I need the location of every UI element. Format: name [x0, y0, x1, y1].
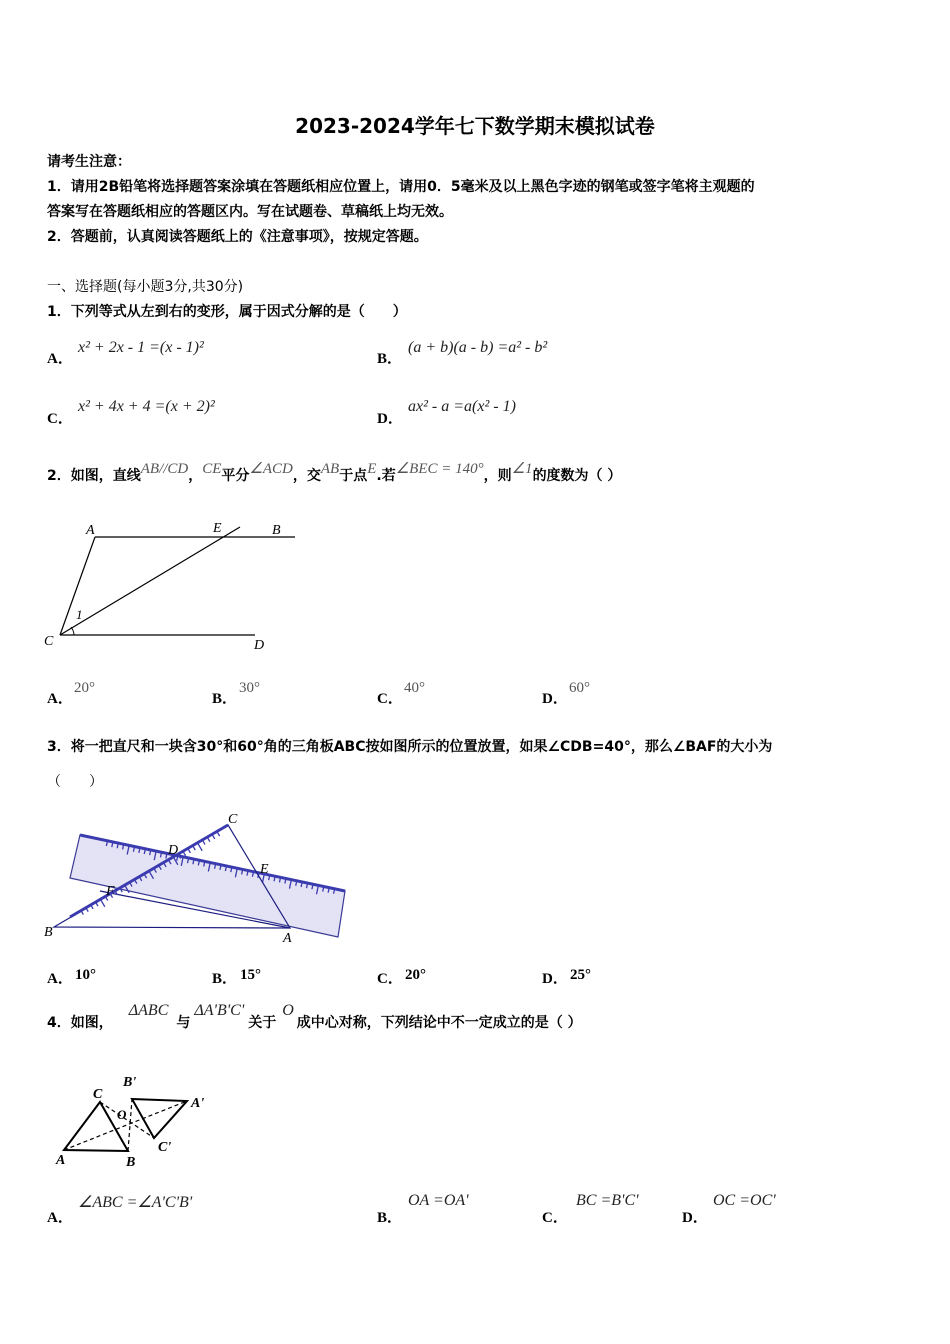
q3-option-a-label[interactable]: A．: [47, 971, 73, 987]
q4-option-a-label[interactable]: A．: [47, 1210, 73, 1226]
triangle-a1b1c1: [132, 1099, 187, 1138]
q1-option-b-expr: (a + b)(a - b) =a² - b²: [408, 339, 548, 356]
q2-option-b-value: 30°: [239, 680, 260, 696]
angle-1-arc: [71, 627, 74, 635]
q4-stem-part: 4．如图，: [47, 1015, 113, 1031]
label-b-prime: B': [123, 1075, 137, 1090]
q1-option-c-expr: x² + 4x + 4 =(x + 2)²: [78, 398, 215, 415]
line-ce: [60, 527, 240, 635]
q2-math: ∠ACD: [249, 461, 293, 477]
q1-stem: 1．下列等式从左到右的变形，属于因式分解的是（ ）: [47, 304, 407, 320]
q4-option-d-expr: OC =OC': [713, 1192, 776, 1209]
page-title: 2023-2024学年七下数学期末模拟试卷: [295, 114, 655, 138]
q2-math: E: [367, 461, 377, 477]
q4-option-c-label[interactable]: C．: [542, 1210, 568, 1226]
q2-option-c-label[interactable]: C．: [377, 691, 403, 707]
q4-option-b-expr: OA =OA': [408, 1192, 469, 1209]
q4-math: O: [282, 1002, 294, 1019]
q2-math: ∠1: [511, 461, 533, 477]
label-d: D: [254, 638, 265, 653]
q1-option-c-label[interactable]: C．: [47, 411, 73, 427]
notice-line-2: 2．答题前，认真阅读答题纸上的《注意事项》，按规定答题。: [47, 229, 428, 245]
q2-stem: [47, 461, 622, 486]
q1-option-a-expr: x² + 2x - 1 =(x - 1)²: [78, 339, 204, 356]
q4-math: ΔABC: [128, 1002, 169, 1019]
q2-option-d-label[interactable]: D．: [542, 691, 568, 707]
q4-option-c-expr: BC =B'C': [576, 1192, 639, 1209]
q1-option-d-label[interactable]: D．: [377, 411, 403, 427]
q1-option-d-expr: ax² - a =a(x² - 1): [408, 398, 516, 415]
label-angle-1: 1: [76, 607, 83, 622]
tick-mark: [100, 899, 104, 907]
label-a: A: [86, 523, 95, 538]
q2-math: AB: [320, 461, 340, 477]
q4-option-d-label[interactable]: D．: [682, 1210, 708, 1226]
q2-figure: [40, 515, 310, 655]
q2-stem-part: .若: [376, 468, 396, 484]
q4-math: ΔA'B'C': [194, 1002, 245, 1019]
label-f: F: [106, 884, 115, 899]
label-c: C: [44, 634, 54, 649]
q3-stem-paren: （ ）: [47, 774, 103, 790]
q2-stem-part: ，交: [292, 468, 321, 484]
tick-mark: [198, 843, 202, 851]
label-o: O: [117, 1107, 127, 1122]
q4-option-b-label[interactable]: B．: [377, 1210, 403, 1226]
q2-stem-part: 2．如图，直线: [47, 468, 141, 484]
q2-option-d-value: 60°: [569, 680, 590, 696]
q4-stem: [47, 1002, 582, 1033]
label-c: C: [93, 1087, 103, 1102]
segment-cc1: [100, 1102, 154, 1138]
tick-mark: [207, 837, 209, 841]
q2-stem-part: 于点: [339, 468, 368, 484]
q2-math: CE: [202, 461, 222, 477]
tick-mark: [212, 835, 214, 839]
label-a-prime: A': [191, 1096, 205, 1111]
q1-option-b-label[interactable]: B．: [377, 351, 403, 367]
q2-option-a-label[interactable]: A．: [47, 691, 73, 707]
q2-option-c-value: 40°: [404, 680, 425, 696]
q3-option-d-value: 25°: [570, 967, 591, 983]
label-c-prime: C': [158, 1140, 172, 1155]
q3-option-b-label[interactable]: B．: [212, 971, 238, 987]
section-heading: 一、选择题(每小题3分,共30分): [47, 279, 244, 295]
label-e: E: [213, 521, 222, 536]
label-b: B: [44, 925, 53, 940]
label-a: A: [56, 1153, 66, 1168]
label-c: C: [228, 812, 238, 827]
label-a: A: [283, 931, 292, 946]
q2-stem-part: ，则: [483, 468, 512, 484]
q3-option-c-label[interactable]: C．: [377, 971, 403, 987]
q3-option-b-value: 15°: [240, 967, 261, 983]
q3-stem: 3．将一把直尺和一块含30°和60°角的三角板ABC按如图所示的位置放置，如果∠CDB=40°，那么∠BAF的大小为: [47, 739, 773, 755]
q4-stem-part: 与: [176, 1015, 191, 1031]
q3-option-d-label[interactable]: D．: [542, 971, 568, 987]
q4-stem-part: 关于: [248, 1015, 277, 1031]
q2-stem-part: 平分: [221, 468, 250, 484]
label-b: B: [272, 523, 281, 538]
q3-figure: [40, 805, 360, 950]
tick-mark: [217, 832, 219, 836]
label-e: E: [260, 862, 269, 877]
segment-bb1: [128, 1099, 132, 1151]
q4-stem-part: 成中心对称，下列结论中不一定成立的是（ ）: [296, 1015, 582, 1031]
q3-option-c-value: 20°: [405, 967, 426, 983]
label-b: B: [126, 1155, 136, 1168]
tick-mark: [203, 840, 205, 844]
q2-option-a-value: 20°: [74, 680, 95, 696]
q2-stem-part: 的度数为（ ）: [532, 468, 622, 484]
q1-option-a-label[interactable]: A．: [47, 351, 73, 367]
q4-figure: [50, 1068, 220, 1168]
notice-heading: 请考生注意：: [47, 154, 131, 170]
q2-math: ∠BEC = 140°: [395, 461, 484, 477]
label-d: D: [168, 843, 179, 858]
q4-option-a-expr: ∠ABC =∠A'C'B': [78, 1194, 193, 1211]
notice-line-1: 1．请用2B铅笔将选择题答案涂填在答题纸相应位置上，请用0．5毫米及以上黑色字迹的钢笔或签字笔将主观题的: [47, 179, 755, 195]
q2-stem-part: ，: [188, 468, 203, 484]
notice-line-1b: 答案写在答题纸相应的答题区内。写在试题卷、草稿纸上均无效。: [47, 204, 453, 220]
q2-math: AB//CD: [140, 461, 189, 477]
q2-option-b-label[interactable]: B．: [212, 691, 238, 707]
q3-option-a-value: 10°: [75, 967, 96, 983]
